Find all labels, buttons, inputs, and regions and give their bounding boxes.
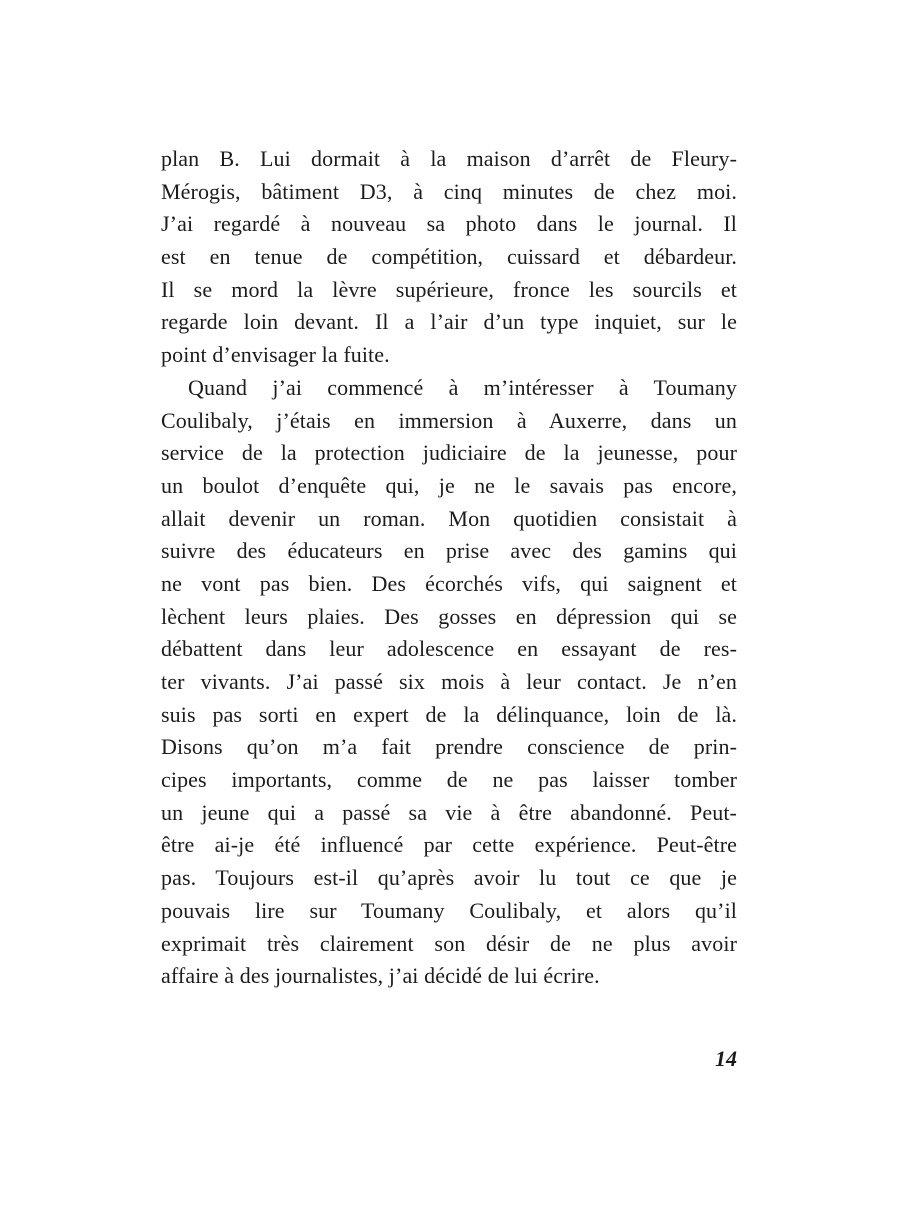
text-line: débattent dans leur adolescence en essayant de res-	[161, 636, 737, 662]
text-line: est en tenue de compétition, cuissard et débardeur.	[161, 244, 737, 270]
text-block	[161, 143, 737, 993]
text-line: Il se mord la lèvre supérieure, fronce les sourcils et	[161, 276, 737, 302]
text-line: Quand j’ai commencé à m’intéresser à Toumany	[188, 374, 737, 400]
text-line: Coulibaly, j’étais en immersion à Auxerre, dans un	[161, 407, 737, 433]
text-line: ter vivants. J’ai passé six mois à leur contact. Je n’en	[161, 669, 737, 694]
text-line: être ai-je été influencé par cette expérience. Peut-être	[161, 832, 737, 858]
text-line: lèchent leurs plaies. Des gosses en dépression qui se	[161, 603, 737, 629]
text-line: cipes importants, comme de ne pas laisser tomber	[161, 767, 737, 793]
text-line: pouvais lire sur Toumany Coulibaly, et alors qu’il	[161, 897, 737, 923]
text-line: exprimait très clairement son désir de ne plus avoir	[161, 930, 737, 956]
text-line: service de la protection judiciaire de la jeunesse, pour	[161, 440, 737, 466]
text-line: plan B. Lui dormait à la maison d’arrêt de Fleury-	[161, 146, 737, 171]
text-line: Mérogis, bâtiment D3, à cinq minutes de chez moi.	[161, 178, 737, 204]
text-line: point d’envisager la fuite.	[161, 342, 390, 368]
text-line: ne vont pas bien. Des écorchés vifs, qui saignent et	[161, 570, 737, 596]
text-line: suis pas sorti en expert de la délinquance, loin de là.	[161, 701, 737, 727]
text-line: un jeune qui a passé sa vie à être abandonné. Peut-	[161, 799, 737, 825]
text-line: pas. Toujours est-il qu’après avoir lu tout ce que je	[161, 865, 737, 891]
text-line: J’ai regardé à nouveau sa photo dans le journal. Il	[161, 211, 737, 237]
text-line: affaire à des journalistes, j’ai décidé de lui écrire.	[161, 963, 600, 989]
text-line: suivre des éducateurs en prise avec des gamins qui	[161, 538, 737, 564]
page-number: 14	[715, 1046, 737, 1071]
text-line: regarde loin devant. Il a l’air d’un type inquiet, sur le	[161, 309, 737, 335]
text-line: Disons qu’on m’a fait prendre conscience de prin-	[161, 734, 737, 760]
text-line: allait devenir un roman. Mon quotidien consistait à	[161, 505, 737, 531]
paragraph	[161, 143, 737, 372]
text-line: un boulot d’enquête qui, je ne le savais pas encore,	[161, 472, 737, 498]
paragraph	[161, 372, 737, 993]
